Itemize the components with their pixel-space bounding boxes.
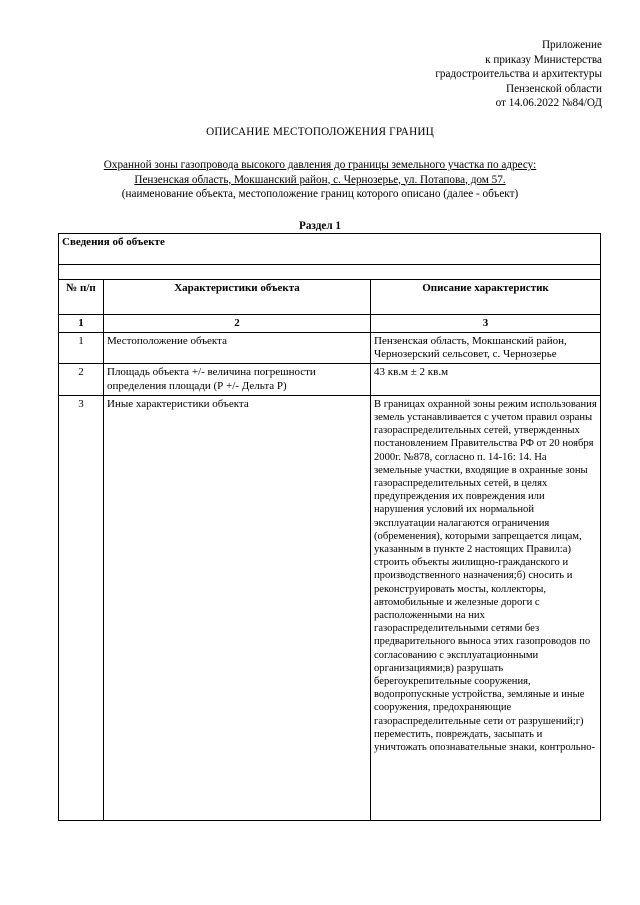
row-num: 1 [59,333,104,364]
spacer-row [59,265,601,280]
table-row [59,395,601,820]
column-header-row [59,280,601,315]
header-description: Описание характеристик [371,280,601,315]
object-name-line-1: Охранной зоны газопровода высокого давления до границы земельного участка по адресу: [103,159,537,171]
row-characteristic: Иные характеристики объекта [104,395,371,820]
row-description: В границах охранной зоны режим использования земель устанавливается с учетом правил озраны газораспределительных сетей, утвержденных постановлением Правительства РФ от 20 ноября 2000г. №878, согласно п. 14-16: 14. На земельные участки, входящие в охранные зоны газораспределительных сетей, в целях предупреждения их повреждения или нарушения условий их нормальной эксплуатации налагаются ограничения (обременения), которыми запрещается лицам, указанным в пункте 2 настоящих Правил:а) строить объекты жилищно-гражданского и производственного назначения;б) сносить и реконструировать мосты, коллекторы, автомобильные и железные дороги с расположенными на них газораспределительными сетями без предварительного выноса этих газопроводов по согласованию с эксплуатационными организациями;в) разрушать берегоукрепительные сооружения, водопропускные устройства, земляные и иные сооружения, предохраняющие газораспределительные сети от разрушений;г) переместить, повреждать, засыпать и уничтожать опознавательные знаки, контрольно- [371,395,601,820]
appendix-line: Приложение [541,39,602,51]
appendix-line: к приказу Министерства [485,53,602,66]
appendix-line: Пензенской области [505,82,602,95]
section-title: Раздел 1 [298,220,341,232]
row-num: 2 [59,364,104,395]
object-name-line-2: Пензенская область, Мокшанский район, с. Чернозерье, ул. Потапова, дом 57. [134,173,506,186]
appendix-line: от 14.06.2022 №84/ОД [495,97,602,110]
column-number: 3 [371,315,601,333]
section-header-row [59,234,601,265]
appendix-block [342,38,602,111]
column-number: 1 [59,315,104,333]
row-description: 43 кв.м ± 2 кв.м [371,364,601,395]
row-characteristic: Площадь объекта +/- величина погрешности определения площади (Р +/- Дельта Р) [104,364,371,395]
section-header-cell: Сведения об объекте [59,234,601,265]
object-info-table [58,233,601,821]
object-name-block [30,158,610,202]
table-row [59,333,601,364]
object-name-note: (наименование объекта, местоположение границ которого описано (далее - объект) [121,188,519,200]
header-num: № п/п [59,280,104,315]
column-number: 2 [104,315,371,333]
header-characteristics: Характеристики объекта [104,280,371,315]
column-number-row [59,315,601,333]
row-characteristic: Местоположение объекта [104,333,371,364]
row-description: Пензенская область, Мокшанский район, Чернозерский сельсовет, с. Чернозерье [371,333,601,364]
document-title: ОПИСАНИЕ МЕСТОПОЛОЖЕНИЯ ГРАНИЦ [206,126,434,138]
table-row [59,364,601,395]
row-num: 3 [59,395,104,820]
appendix-line: градостроительства и архитектуры [435,68,602,81]
